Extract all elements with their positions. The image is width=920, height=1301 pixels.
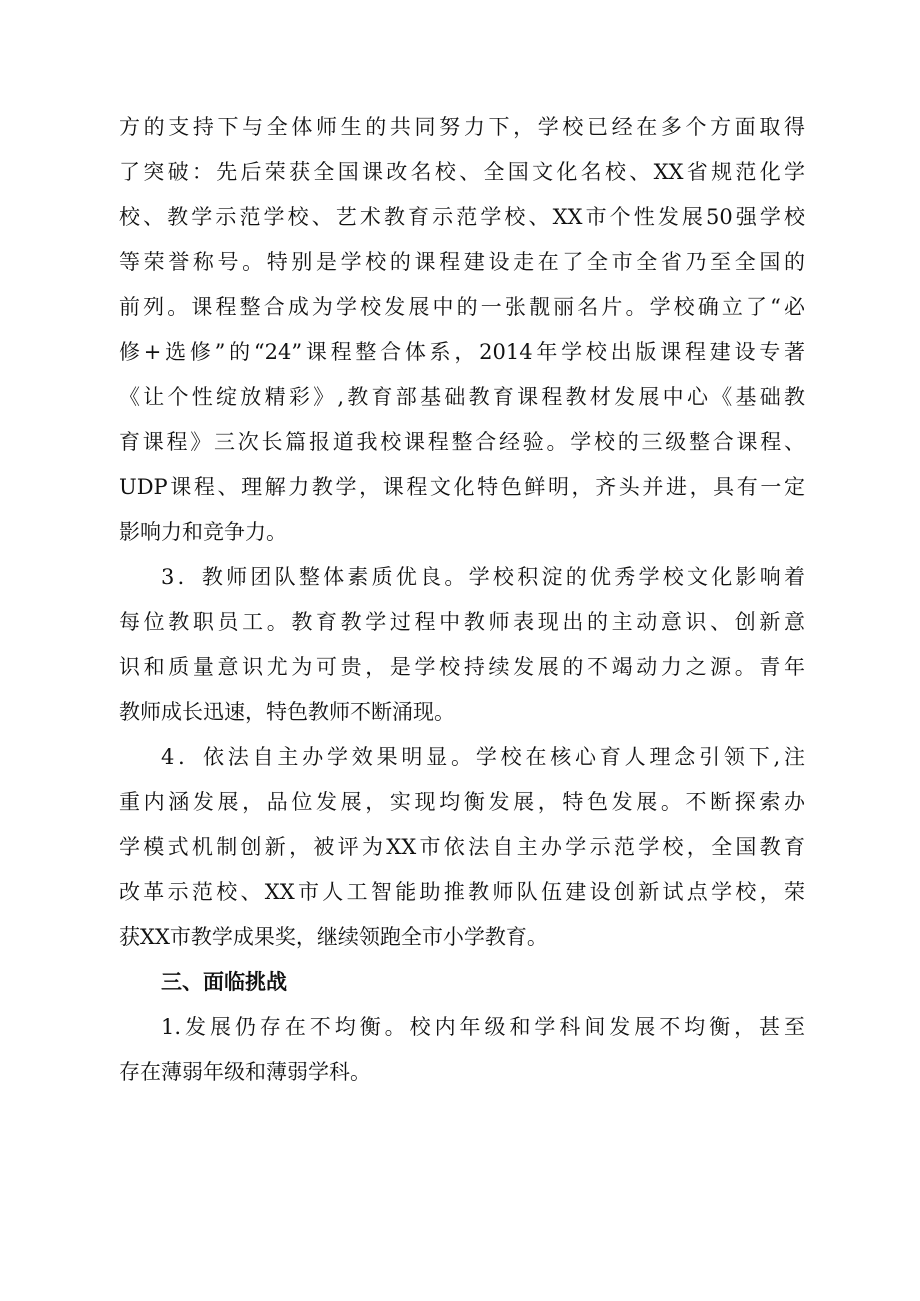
text-line: 了突破：先后荣获全国课改名校、全国文化名校、XX省规范化学	[119, 160, 805, 184]
text-line: 校、教学示范学校、艺术教育示范学校、XX市个性发展50强学校	[119, 205, 805, 229]
text-line: 3．教师团队整体素质优良。学校积淀的优秀学校文化影响着	[161, 565, 805, 589]
text-line: UDP课程、理解力教学，课程文化特色鲜明，齐头并进，具有一定	[119, 475, 805, 499]
text-line: 重内涵发展，品位发展，实现均衡发展，特色发展。不断探索办	[119, 790, 805, 814]
document-body	[119, 105, 805, 1095]
text-line: 育课程》三次长篇报道我校课程整合经验。学校的三级整合课程、	[119, 430, 805, 454]
text-line: 1.发展仍存在不均衡。校内年级和学科间发展不均衡，甚至	[161, 1015, 805, 1039]
text-line: 修+选修”的“24”课程整合体系，2014年学校出版课程建设专著	[119, 340, 805, 364]
paragraph-law-based-management	[119, 735, 805, 960]
text-line: 获XX市教学成果奖，继续领跑全市小学教育。	[119, 925, 548, 949]
text-line: 方的支持下与全体师生的共同努力下，学校已经在多个方面取得	[119, 115, 805, 139]
text-line: 《让个性绽放精彩》,教育部基础教育课程教材发展中心《基础教	[119, 385, 805, 409]
paragraph-teacher-team	[119, 555, 805, 735]
text-line: 教师成长迅速，特色教师不断涌现。	[119, 700, 455, 724]
text-line: 4．依法自主办学效果明显。学校在核心育人理念引领下,注	[161, 745, 805, 769]
text-line: 改革示范校、XX市人工智能助推教师队伍建设创新试点学校，荣	[119, 880, 805, 904]
paragraph-challenges	[119, 1005, 805, 1095]
text-line: 影响力和竞争力。	[119, 520, 287, 544]
paragraph-achievements-continued	[119, 105, 805, 555]
text-line: 学模式机制创新，被评为XX市依法自主办学示范学校，全国教育	[119, 835, 805, 859]
text-line: 识和质量意识尤为可贵，是学校持续发展的不竭动力之源。青年	[119, 655, 805, 679]
text-line: 存在薄弱年级和薄弱学科。	[119, 1060, 371, 1084]
text-line: 前列。课程整合成为学校发展中的一张靓丽名片。学校确立了“必	[119, 295, 805, 319]
text-line: 每位教职员工。教育教学过程中教师表现出的主动意识、创新意	[119, 610, 805, 634]
section-heading: 三、面临挑战	[161, 970, 287, 994]
text-line: 等荣誉称号。特别是学校的课程建设走在了全市全省乃至全国的	[119, 250, 805, 274]
